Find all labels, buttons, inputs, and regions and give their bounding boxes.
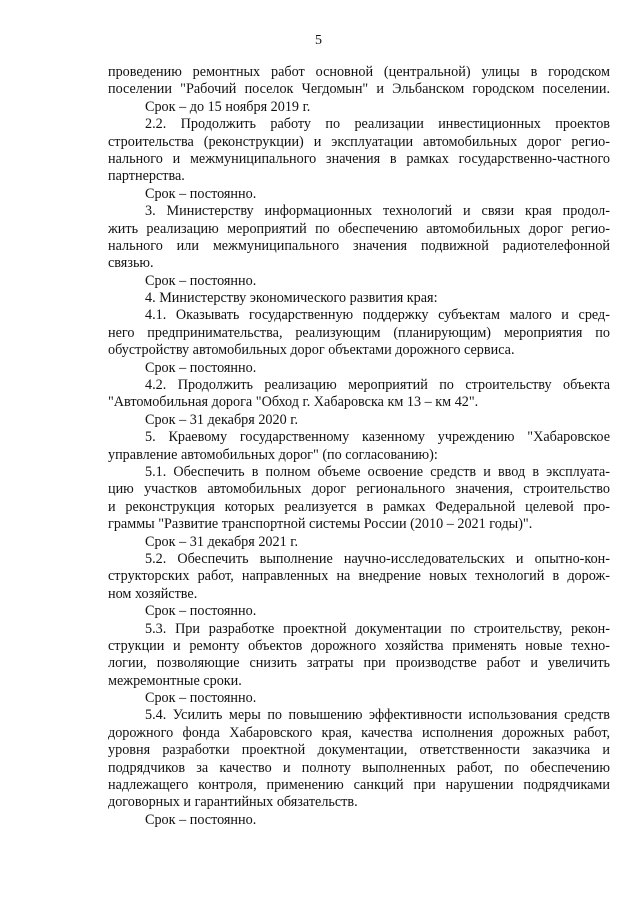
text-line: поселении "Рабочий поселок Чегдомын" и Эльбанском городском поселении. <box>108 81 610 98</box>
deadline-line: Срок – 31 декабря 2021 г. <box>145 533 299 550</box>
text-line: надлежащего контроля, применению санкций при нарушении подрядчиками <box>108 777 610 794</box>
deadline-line: Срок – до 15 ноября 2019 г. <box>145 98 311 115</box>
paragraph-heading-line: 2.2. Продолжить работу по реализации инвестиционных проектов <box>145 116 610 133</box>
text-line: цию участков автомобильных дорог регионального значения, строительство <box>108 481 610 498</box>
deadline-line: Срок – постоянно. <box>145 272 257 289</box>
text-line: и реконструкция которых реализуется в рамках Федеральной целевой про- <box>108 498 610 515</box>
text-line: нального и межмуниципального значения в рамках государственно-частного <box>108 150 610 167</box>
paragraph-heading-line: 5.4. Усилить меры по повышению эффективности использования средств <box>145 707 610 724</box>
page-number: 5 <box>315 33 322 48</box>
deadline-line: Срок – постоянно. <box>145 603 257 620</box>
paragraph-heading-line: 5.3. При разработке проектной документации по строительству, рекон- <box>145 620 610 637</box>
text-line: строительства (реконструкции) и эксплуатации автомобильных дорог регио- <box>108 133 610 150</box>
text-line: логии, позволяющие снизить затраты при производстве работ и увеличить <box>108 655 610 672</box>
deadline-line: Срок – постоянно. <box>145 811 257 828</box>
paragraph-heading-line: 4.1. Оказывать государственную поддержку субъектам малого и сред- <box>145 307 610 324</box>
text-line: связью. <box>108 255 154 272</box>
deadline-line: Срок – 31 декабря 2020 г. <box>145 411 299 428</box>
paragraph-heading-line: 4. Министерству экономического развития края: <box>145 290 438 307</box>
text-line: проведению ремонтных работ основной (центральной) улицы в городском <box>108 64 610 80</box>
text-line: партнерства. <box>108 168 185 185</box>
text-line: уровня разработки проектной документации, ответственности заказчика и <box>108 742 610 759</box>
text-line: нального или межмуниципального значения подвижной радиотелефонной <box>108 237 610 254</box>
paragraph-heading-line: 4.2. Продолжить реализацию мероприятий по строительству объекта <box>145 377 610 394</box>
text-line: структорских работ, направленных на внедрение новых технологий в дорож- <box>108 568 610 585</box>
deadline-line: Срок – постоянно. <box>145 185 257 202</box>
deadline-line: Срок – постоянно. <box>145 359 257 376</box>
text-line: обустройству автомобильных дорог объектами дорожного сервиса. <box>108 342 515 359</box>
paragraph-heading-line: 3. Министерству информационных технологий и связи края продол- <box>145 203 610 220</box>
deadline-line: Срок – постоянно. <box>145 690 257 707</box>
text-line: управление автомобильных дорог" (по согласованию): <box>108 446 438 463</box>
text-line: граммы "Развитие транспортной системы России (2010 – 2021 годы)". <box>108 516 533 533</box>
text-line: подрядчиков за качество и полноту выполненных работ, по обеспечению <box>108 759 610 776</box>
text-line: межремонтные сроки. <box>108 672 242 689</box>
text-line: ном хозяйстве. <box>108 585 198 602</box>
text-line: дорожного фонда Хабаровского края, качества исполнения дорожных работ, <box>108 724 610 741</box>
paragraph-heading-line: 5. Краевому государственному казенному учреждению "Хабаровское <box>145 429 610 446</box>
paragraph-heading-line: 5.2. Обеспечить выполнение научно-исследовательских и опытно-кон- <box>145 550 610 567</box>
text-line: жить реализацию мероприятий по обеспечению автомобильных дорог регио- <box>108 220 610 237</box>
text-line: струкции и ремонту объектов дорожного хозяйства применять новые техно- <box>108 637 610 654</box>
paragraph-heading-line: 5.1. Обеспечить в полном объеме освоение средств и ввод в эксплуата- <box>145 463 610 480</box>
text-line: него предпринимательства, реализующим (планирующим) мероприятия по <box>108 324 610 341</box>
text-line: договорных и гарантийных обязательств. <box>108 794 358 811</box>
text-line: "Автомобильная дорога "Обход г. Хабаровска км 13 – км 42". <box>108 394 479 411</box>
document-body <box>108 64 610 829</box>
